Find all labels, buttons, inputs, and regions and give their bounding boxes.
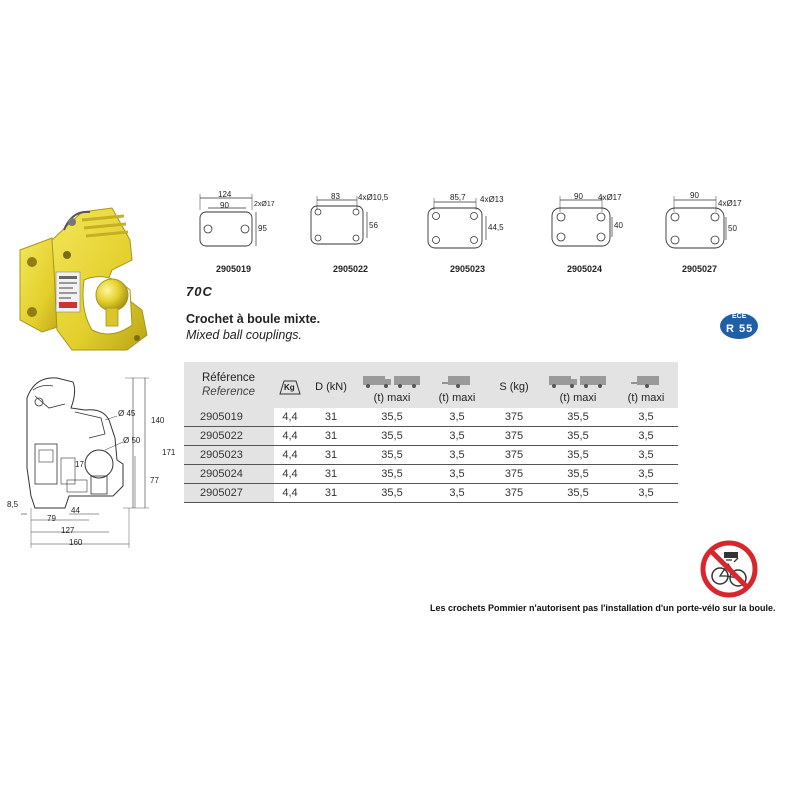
- coupling-photo: [12, 200, 157, 360]
- table-row: [184, 408, 678, 427]
- product-title-fr: Crochet à boule mixte.: [186, 312, 321, 326]
- cell-t1: 35,5: [356, 427, 428, 446]
- truck-trailer-icon: [548, 373, 608, 392]
- dim-label: 90: [690, 191, 699, 200]
- cell-d: 31: [306, 446, 356, 465]
- dim-label: 4xØ17: [718, 199, 742, 208]
- bike-carrier-notice: Les crochets Pommier n'autorisent pas l'installation d'un porte-vélo sur la boule.: [430, 603, 776, 613]
- header-t-max-1: (t) maxi: [373, 392, 411, 404]
- dim-label: 140: [151, 416, 165, 425]
- dim-label: Ø 50: [123, 436, 141, 445]
- header-t-max-2: (t) maxi: [438, 392, 476, 404]
- cell-t1: 35,5: [356, 446, 428, 465]
- dim-label: 77: [150, 476, 159, 485]
- technical-drawing: [5, 368, 175, 558]
- weight-icon: [278, 379, 302, 395]
- cell-t2: 3,5: [428, 484, 486, 503]
- dim-label: 4xØ13: [480, 195, 504, 204]
- cell-t2: 3,5: [428, 427, 486, 446]
- badge-bottom-text: R 55: [726, 323, 754, 335]
- cell-kg: 4,4: [274, 465, 306, 484]
- weight-unit: Kg: [284, 383, 295, 392]
- spec-table: [184, 362, 678, 503]
- cell-t4: 3,5: [614, 446, 678, 465]
- cell-d: 31: [306, 484, 356, 503]
- cell-t3: 35,5: [542, 427, 614, 446]
- dim-label: 95: [258, 224, 267, 233]
- ece-r55-badge: [719, 311, 759, 341]
- no-bike-carrier-icon: [700, 540, 758, 598]
- cell-t4: 3,5: [614, 408, 678, 427]
- cell-ref: 2905024: [184, 465, 274, 484]
- dim-label: 127: [61, 526, 75, 535]
- table-row: [184, 465, 678, 484]
- dim-label: 90: [574, 192, 583, 201]
- trailer-icon: [631, 373, 661, 392]
- cell-d: 31: [306, 465, 356, 484]
- dim-label: 4xØ17: [598, 193, 622, 202]
- dim-label: 79: [47, 514, 56, 523]
- cell-t3: 35,5: [542, 484, 614, 503]
- header-t-max-4: (t) maxi: [627, 392, 665, 404]
- series-code: 70C: [186, 284, 213, 299]
- dim-label: 171: [162, 448, 176, 457]
- cell-ref: 2905023: [184, 446, 274, 465]
- cell-t1: 35,5: [356, 465, 428, 484]
- dim-label: 124: [218, 190, 232, 199]
- table-row: [184, 427, 678, 446]
- dim-label: 17: [75, 460, 84, 469]
- plate-ref: 2905019: [216, 264, 252, 274]
- cell-ref: 2905019: [184, 408, 274, 427]
- dim-label: 44: [71, 506, 80, 515]
- dim-label: 50: [728, 224, 737, 233]
- cell-s: 375: [486, 408, 542, 427]
- cell-t1: 35,5: [356, 408, 428, 427]
- cell-s: 375: [486, 446, 542, 465]
- cell-t2: 3,5: [428, 446, 486, 465]
- plate-ref: 2905027: [682, 264, 718, 274]
- header-truck-trailer: [356, 362, 428, 408]
- header-ref-en: Reference: [202, 386, 256, 398]
- header-ref-fr: Référence: [202, 372, 256, 384]
- cell-s: 375: [486, 427, 542, 446]
- header-t-max-3: (t) maxi: [559, 392, 597, 404]
- header-trailer-2: [614, 362, 678, 408]
- dim-label: 2xØ17: [254, 201, 275, 208]
- header-truck-trailer-2: [542, 362, 614, 408]
- cell-t3: 35,5: [542, 446, 614, 465]
- table-row: [184, 446, 678, 465]
- dim-label: Ø 45: [118, 409, 136, 418]
- header-weight: [274, 362, 306, 408]
- dim-label: 44,5: [488, 223, 504, 232]
- dim-label: 85,7: [450, 193, 466, 202]
- cell-t4: 3,5: [614, 465, 678, 484]
- dim-label: 90: [220, 201, 229, 210]
- header-d: D (kN): [306, 362, 356, 408]
- cell-ref: 2905027: [184, 484, 274, 503]
- plate-diagram-2905019: [190, 190, 280, 280]
- plate-diagram-2905023: [420, 190, 510, 280]
- dim-label: 160: [69, 538, 83, 547]
- cell-t4: 3,5: [614, 484, 678, 503]
- badge-top-text: ECE: [732, 313, 747, 320]
- cell-s: 375: [486, 465, 542, 484]
- table-row: [184, 484, 678, 503]
- cell-t2: 3,5: [428, 408, 486, 427]
- cell-t3: 35,5: [542, 408, 614, 427]
- cell-ref: 2905022: [184, 427, 274, 446]
- cell-t1: 35,5: [356, 484, 428, 503]
- header-trailer: [428, 362, 486, 408]
- dim-label: 4xØ10,5: [358, 193, 389, 202]
- product-title-en: Mixed ball couplings.: [186, 328, 303, 342]
- plate-diagram-2905022: [305, 190, 395, 280]
- dim-label: 56: [369, 221, 378, 230]
- cell-t3: 35,5: [542, 465, 614, 484]
- plate-ref: 2905022: [333, 264, 369, 274]
- cell-d: 31: [306, 408, 356, 427]
- plate-ref: 2905024: [567, 264, 603, 274]
- cell-t4: 3,5: [614, 427, 678, 446]
- cell-kg: 4,4: [274, 484, 306, 503]
- dim-label: 40: [614, 221, 623, 230]
- header-s: S (kg): [486, 362, 542, 408]
- plate-ref: 2905023: [450, 264, 486, 274]
- cell-kg: 4,4: [274, 427, 306, 446]
- dim-label: 83: [331, 192, 340, 201]
- cell-kg: 4,4: [274, 446, 306, 465]
- cell-kg: 4,4: [274, 408, 306, 427]
- cell-t2: 3,5: [428, 465, 486, 484]
- plate-diagram-2905024: [540, 190, 630, 280]
- truck-trailer-icon: [362, 373, 422, 392]
- cell-s: 375: [486, 484, 542, 503]
- plate-diagram-2905027: [660, 190, 750, 280]
- trailer-icon: [442, 373, 472, 392]
- dim-label: 8,5: [7, 500, 19, 509]
- cell-d: 31: [306, 427, 356, 446]
- header-reference: [184, 362, 274, 408]
- table-header-row: [184, 362, 678, 408]
